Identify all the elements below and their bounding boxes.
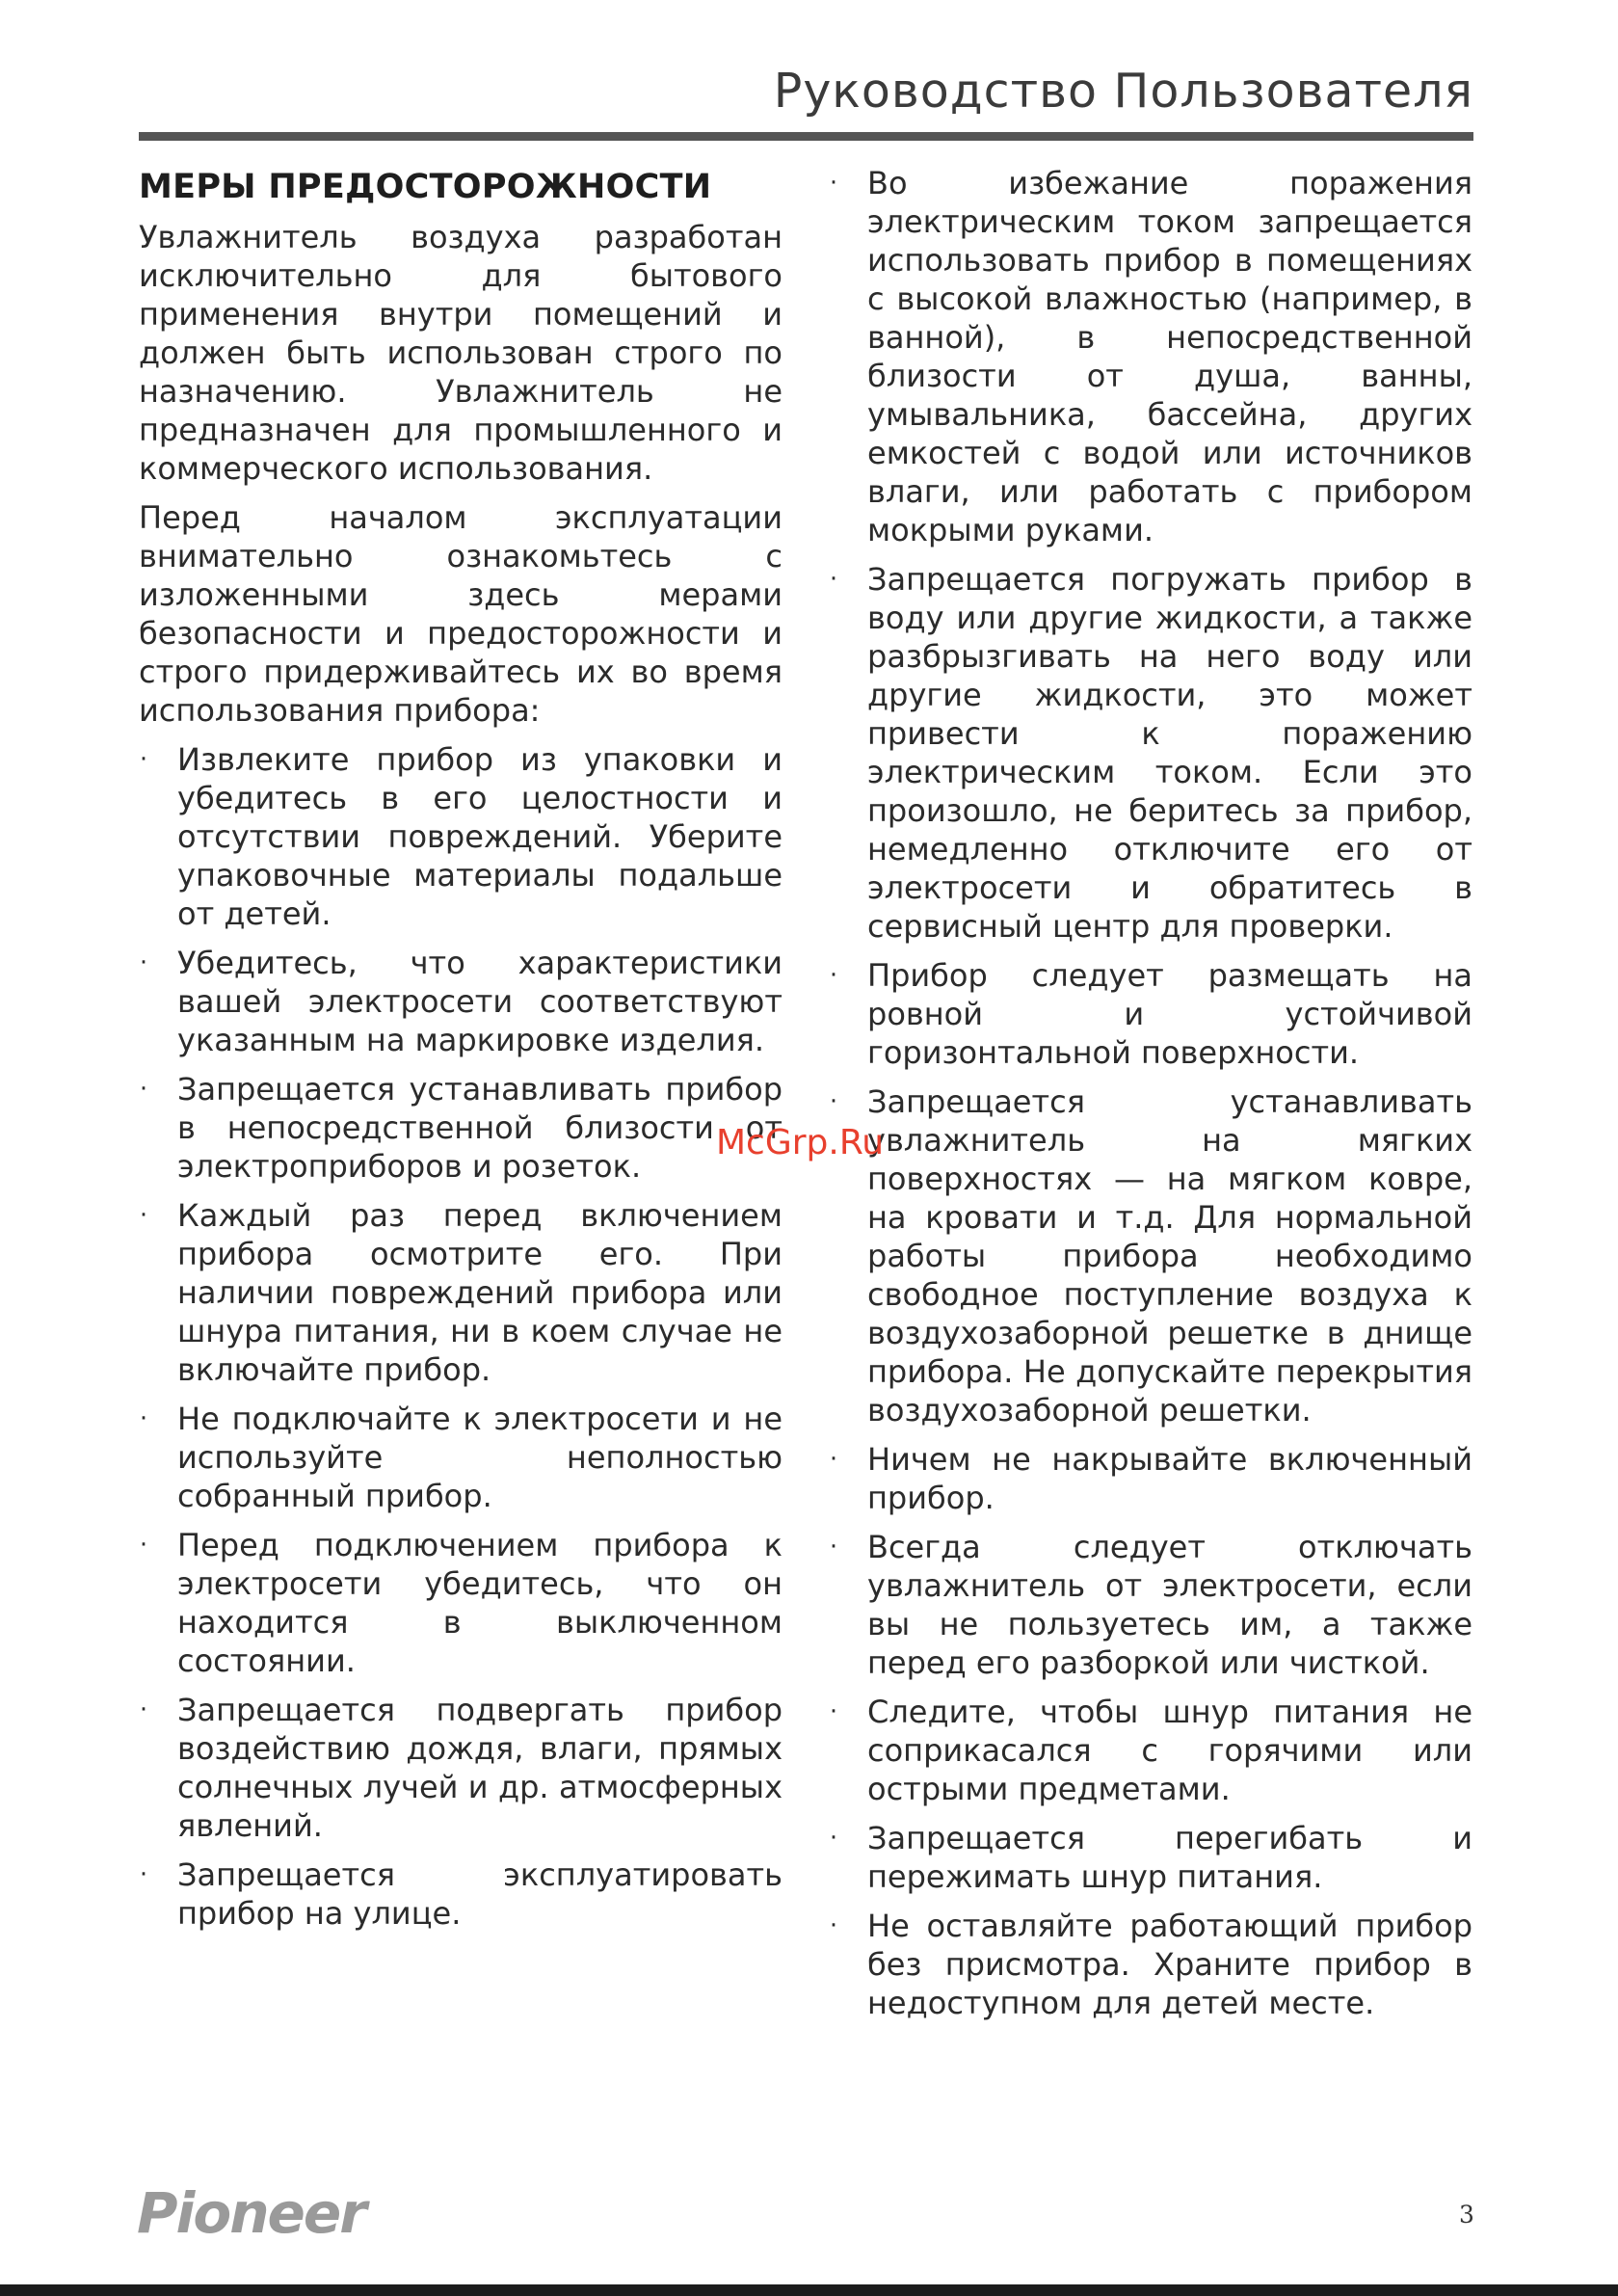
list-item-text: Каждый раз перед включением прибора осмотрите его. При наличии повреждений прибора или шнура питания, ни в коем случае не включайте прибор. [177,1197,782,1388]
list-item-text: Запрещается перегибать и пережимать шнур питания. [867,1820,1472,1895]
list-item [829,1907,1472,2022]
list-item-text: Запрещается устанавливать прибор в непосредственной близости от электроприборов и розеток. [177,1071,782,1185]
bullet-marker: · [139,1075,148,1104]
list-item [139,944,782,1059]
bullet-marker: · [139,745,148,774]
list-item-text: Запрещается эксплуатировать прибор на улице. [177,1856,782,1932]
watermark: McGrp.Ru [716,1123,885,1162]
bullet-marker: · [829,1911,838,1940]
list-item-text: Перед подключением прибора к электросети убедитесь, что он находится в выключенном состоянии. [177,1527,782,1679]
section-heading: МЕРЫ ПРЕДОСТОРОЖНОСТИ [139,168,712,206]
list-item [829,956,1472,1072]
list-item [829,1819,1472,1896]
list-item [139,1400,782,1515]
list-item-text: Не подключайте к электросети и не используйте неполностью собранный прибор. [177,1401,782,1514]
list-item-text: Прибор следует размещать на ровной и устойчивой горизонтальной поверхности. [867,957,1472,1071]
bullet-marker: · [139,1201,148,1230]
bullet-marker: · [829,1533,838,1562]
intro-paragraph: Увлажнитель воздуха разработан исключительно для бытового применения внутри помещений и должен быть использован строго по назначению. Увлажнитель не предназначен для промышленного и коммерческого использования. [139,219,782,487]
list-item [829,1693,1472,1808]
bullet-marker: · [139,1531,148,1560]
list-item [829,164,1472,549]
list-item-text: Следите, чтобы шнур питания не соприкасался с горячими или острыми предметами. [867,1694,1472,1807]
page-header-title: Руководство Пользователя [773,64,1473,119]
list-item-text: Запрещается подвергать прибор воздействию дождя, влаги, прямых солнечных лучей и др. атмосферных явлений. [177,1692,782,1844]
list-item [139,1526,782,1680]
bottom-edge-bar [0,2284,1618,2296]
list-item [829,1440,1472,1517]
list-item [139,1196,782,1389]
list-item-text: Не оставляйте работающий прибор без присмотра. Храните прибор в недоступном для детей месте. [867,1908,1472,2021]
bullet-marker: · [139,1695,148,1724]
bullet-marker: · [829,1445,838,1474]
bullet-marker: · [829,1087,838,1116]
list-item [139,1855,782,1933]
precautions-list-right [829,164,1472,2022]
list-item [139,1691,782,1845]
list-item-text: Извлеките прибор из упаковки и убедитесь в его целостности и отсутствии повреждений. Уберите упаковочные материалы подальше от детей. [177,741,782,932]
list-item [139,740,782,933]
list-item-text: Во избежание поражения электрическим током запрещается использовать прибор в помещениях с высокой влажностью (например, в ванной), в непосредственной близости от душа, ванны, умывальника, бассейна, других емкостей с водой или источников влаги, или работать с прибором мокрыми руками. [867,165,1472,548]
list-item-text: Запрещается погружать прибор в воду или другие жидкости, а также разбрызгивать на него воду или другие жидкости, это может привести к поражению электрическим током. Если это произошло, не беритесь за прибор, немедленно отключите его от электросети и обратитесь в сервисный центр для проверки. [867,561,1472,945]
bullet-marker: · [829,1697,838,1726]
list-item-text: Убедитесь, что характеристики вашей электросети соответствуют указанным на маркировке изделия. [177,945,782,1058]
bullet-marker: · [829,565,838,594]
list-item [829,560,1472,946]
page-number: 3 [1459,2201,1474,2229]
pioneer-logo: Pioneer [137,2180,365,2246]
bullet-marker: · [829,961,838,990]
left-column [139,164,782,1943]
right-column [829,164,1472,2033]
bullet-marker: · [139,948,148,977]
list-item [829,1528,1472,1682]
intro-paragraph: Перед началом эксплуатации внимательно ознакомьтесь с изложенными здесь мерами безопасности и предосторожности и строго придерживайтесь их во время использования прибора: [139,499,782,729]
precautions-list-left [139,740,782,1933]
bullet-marker: · [829,169,838,198]
header-divider [139,132,1473,141]
bullet-marker: · [139,1404,148,1433]
list-item [829,1082,1472,1429]
list-item [139,1070,782,1186]
list-item-text: Всегда следует отключать увлажнитель от электросети, если вы не пользуетесь им, а также перед его разборкой или чисткой. [867,1529,1472,1681]
list-item-text: Запрещается устанавливать увлажнитель на мягких поверхностях — на мягком ковре, на кровати и т.д. Для нормальной работы прибора необходимо свободное поступление воздуха к воздухозаборной решетке в днище прибора. Не допускайте перекрытия воздухозаборной решетки. [867,1083,1472,1428]
bullet-marker: · [139,1860,148,1889]
bullet-marker: · [829,1824,838,1853]
list-item-text: Ничем не накрывайте включенный прибор. [867,1441,1472,1516]
